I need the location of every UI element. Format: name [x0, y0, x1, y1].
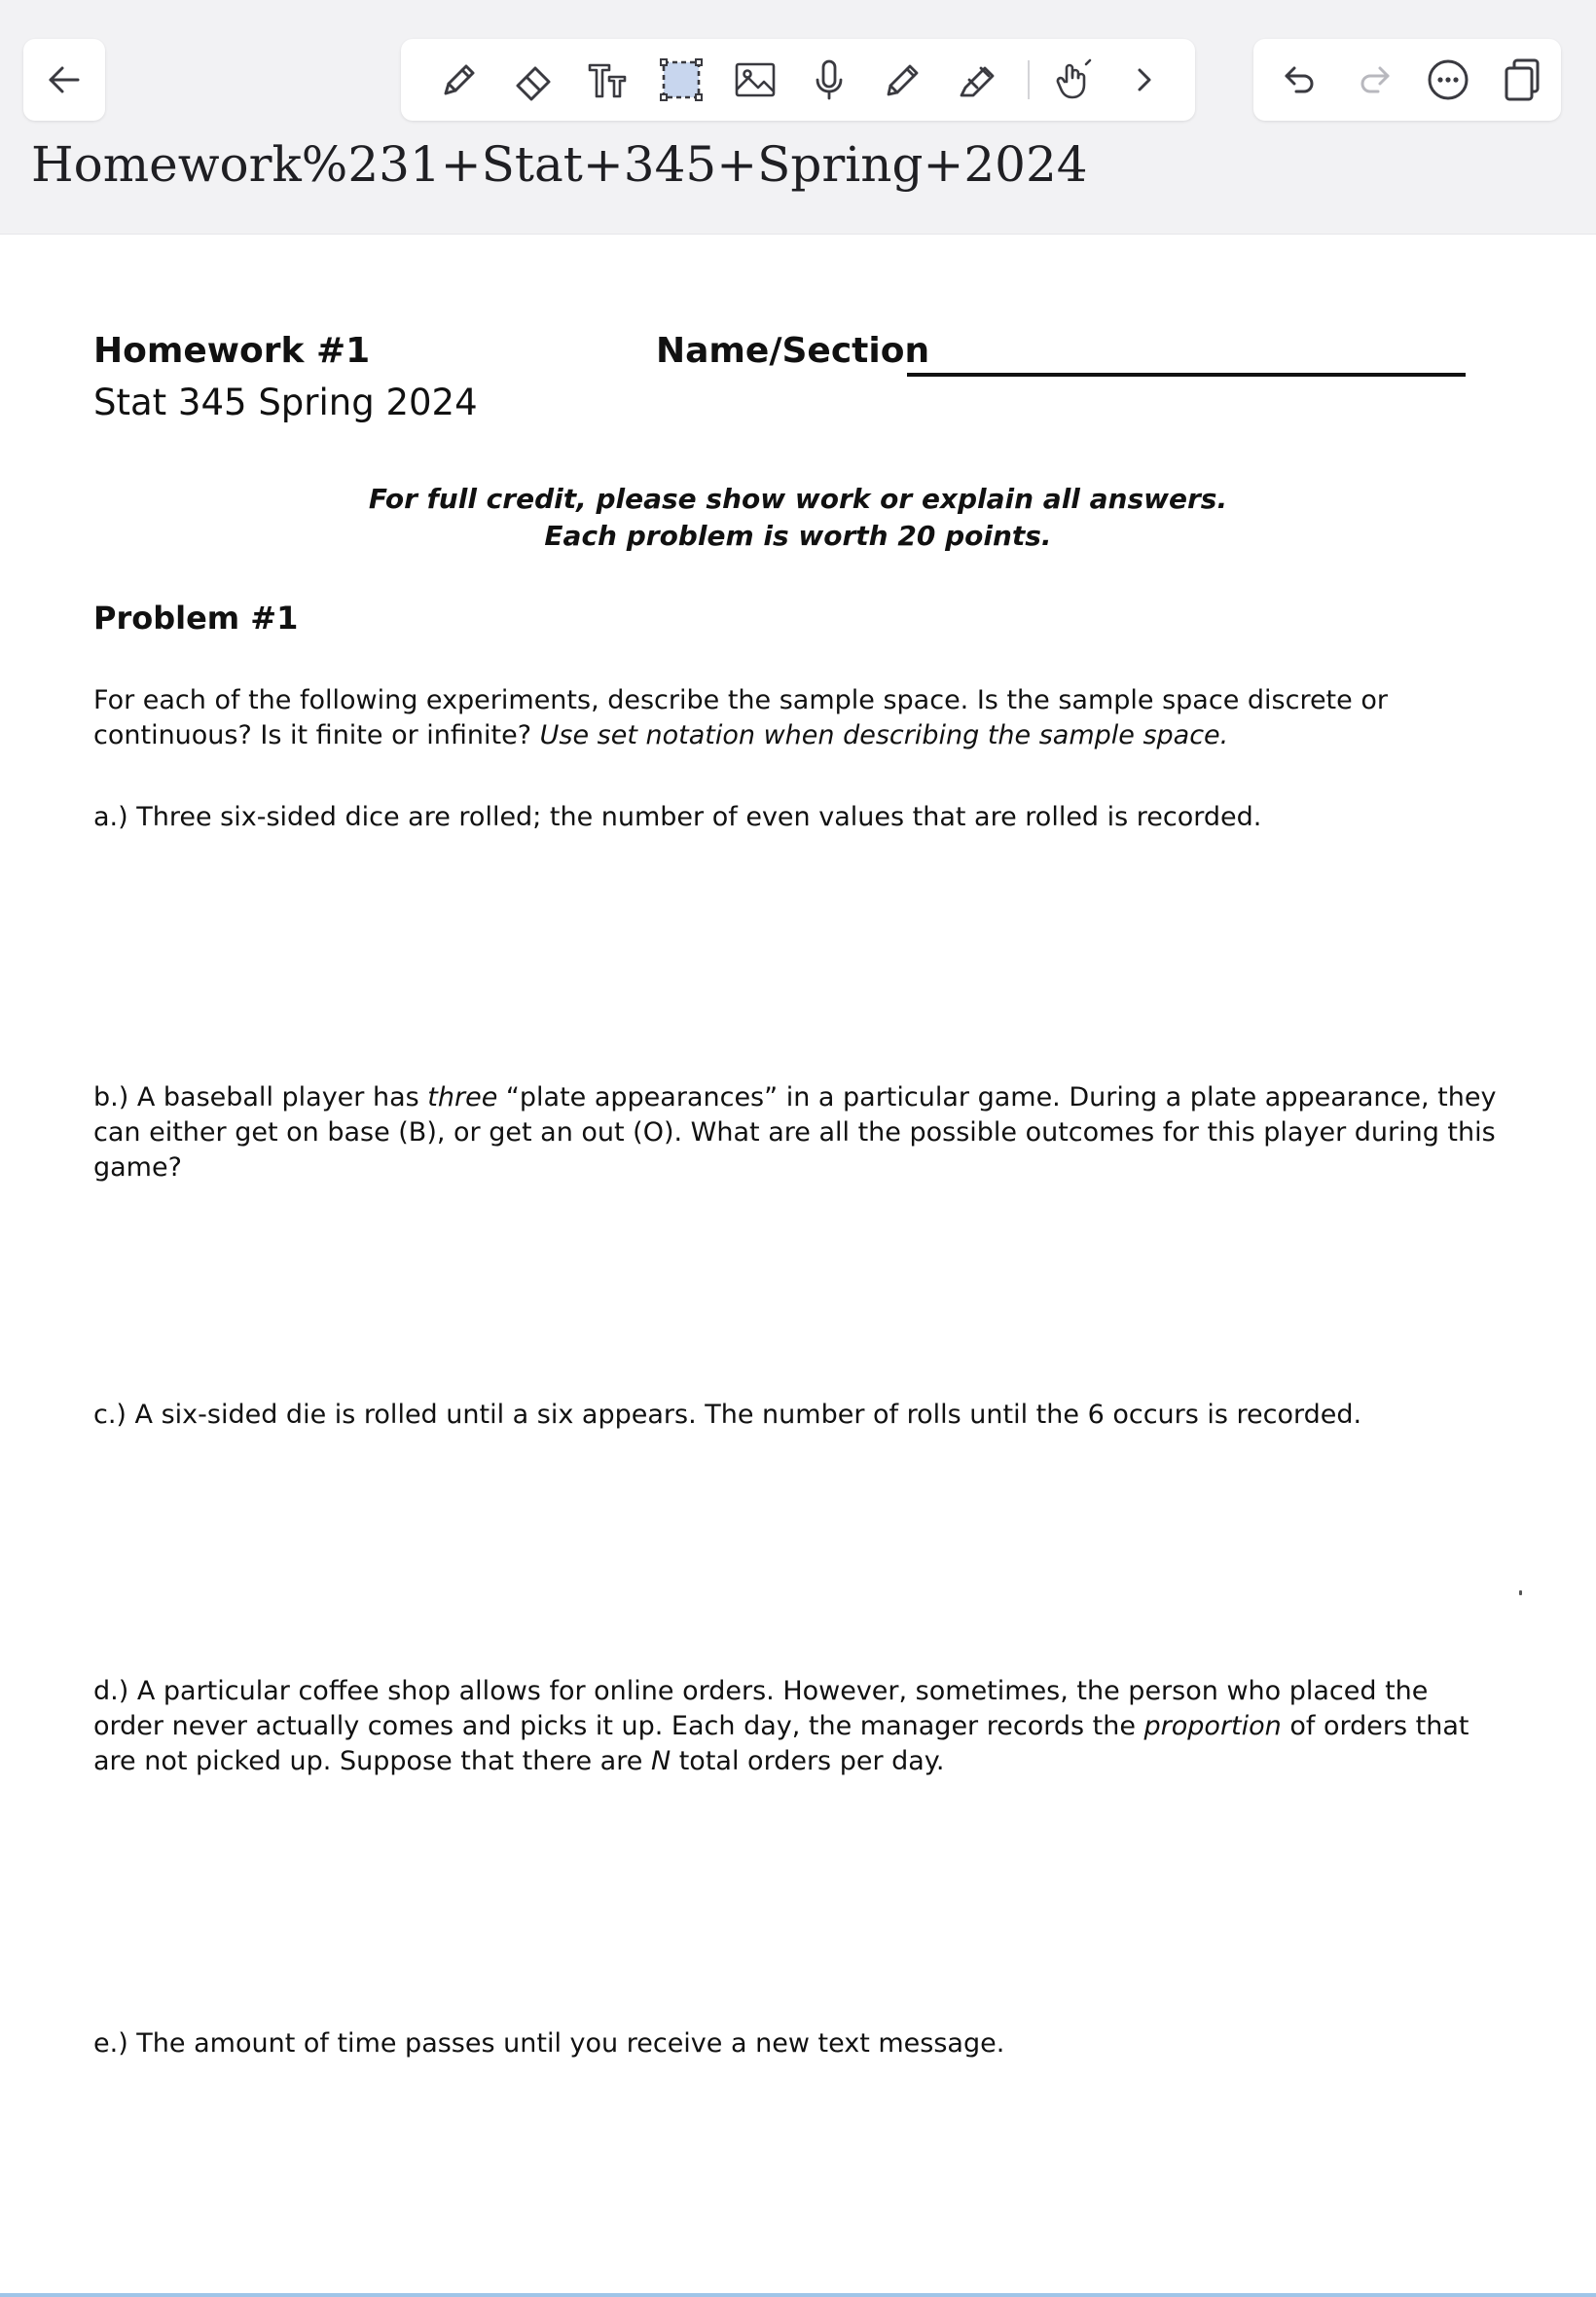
arrow-left-icon [41, 56, 88, 103]
ink-dot [1519, 1590, 1522, 1595]
eraser-icon [510, 56, 557, 103]
question-d-text-3: total orders per day. [671, 1746, 945, 1776]
back-button-card [23, 39, 105, 121]
question-d-text-1: d.) A particular coffee shop allows for online orders. However, sometimes, the person who placed the order never actually comes and picks it up. Each day, the manager records the [93, 1676, 1429, 1741]
document-title: Homework%231+Stat+345+Spring+2024 [31, 136, 1088, 193]
lasso-select-button[interactable] [652, 51, 710, 109]
top-bar [0, 0, 1596, 235]
question-b [93, 1080, 1505, 1185]
intro-italic-text: Use set notation when describing the sample space. [539, 720, 1229, 750]
highlighter-icon [954, 56, 1000, 103]
hand-touch-icon [1051, 56, 1098, 103]
question-d-text-2: of orders that are not picked up. Suppose that there are [93, 1711, 1469, 1776]
chevron-right-icon [1121, 56, 1168, 103]
microphone-tool-button[interactable] [800, 51, 858, 109]
eraser-tool-button[interactable] [504, 51, 562, 109]
question-b-text-2: “plate appearances” in a particular game. During a plate appearance, they can either get on base (B), or get an out (O). What are all the possible outcomes for this player during this game? [93, 1082, 1497, 1183]
name-section-label: Name/Section [656, 331, 930, 371]
redo-button[interactable] [1345, 51, 1403, 109]
pencil-icon [880, 56, 926, 103]
name-section-blank-line [907, 373, 1466, 377]
page-bottom-edge [0, 2293, 1596, 2297]
tools-toolbar [401, 39, 1195, 121]
question-c: c.) A six-sided die is rolled until a six appears. The number of rolls until the 6 occurs is recorded. [93, 1400, 1362, 1430]
homework-heading: Homework #1 [93, 331, 371, 371]
back-button[interactable] [35, 51, 93, 109]
pen-tool-button[interactable] [430, 51, 489, 109]
pages-button[interactable] [1493, 51, 1551, 109]
actions-toolbar [1253, 39, 1561, 121]
pages-icon [1499, 56, 1545, 103]
problem-title: Problem #1 [93, 600, 299, 637]
undo-button[interactable] [1271, 51, 1329, 109]
undo-icon [1277, 56, 1324, 103]
question-b-italic: three [427, 1082, 498, 1112]
question-d [93, 1674, 1505, 1779]
course-subtitle: Stat 345 Spring 2024 [93, 382, 478, 423]
instructions-line-1: For full credit, please show work or explain all answers. [368, 483, 1228, 515]
image-icon [732, 56, 779, 103]
highlighter-tool-button[interactable] [948, 51, 1006, 109]
problem-intro [93, 683, 1505, 753]
text-tool-icon [584, 56, 631, 103]
more-tools-button[interactable] [1115, 51, 1174, 109]
question-b-text-1: b.) A baseball player has [93, 1082, 428, 1112]
intro-text: For each of the following experiments, describe the sample space. Is the sample space discrete or continuous? Is it finite or infinite? [93, 685, 1388, 750]
toolbar-divider [1028, 60, 1030, 99]
pen-icon [436, 56, 483, 103]
text-tool-button[interactable] [578, 51, 636, 109]
more-options-button[interactable] [1419, 51, 1477, 109]
pencil-tool-button[interactable] [874, 51, 932, 109]
question-d-italic-2: N [650, 1746, 671, 1776]
image-tool-button[interactable] [726, 51, 784, 109]
document-page[interactable] [0, 234, 1596, 2297]
more-options-icon [1425, 56, 1471, 103]
lasso-select-icon [658, 56, 705, 103]
question-e: e.) The amount of time passes until you receive a new text message. [93, 2028, 1005, 2059]
redo-icon [1351, 56, 1397, 103]
microphone-icon [806, 56, 852, 103]
touch-tool-button[interactable] [1045, 51, 1104, 109]
instructions-line-2: Each problem is worth 20 points. [544, 520, 1052, 552]
question-a: a.) Three six-sided dice are rolled; the number of even values that are rolled is recorded. [93, 802, 1262, 832]
question-d-italic-1: proportion [1143, 1711, 1282, 1741]
